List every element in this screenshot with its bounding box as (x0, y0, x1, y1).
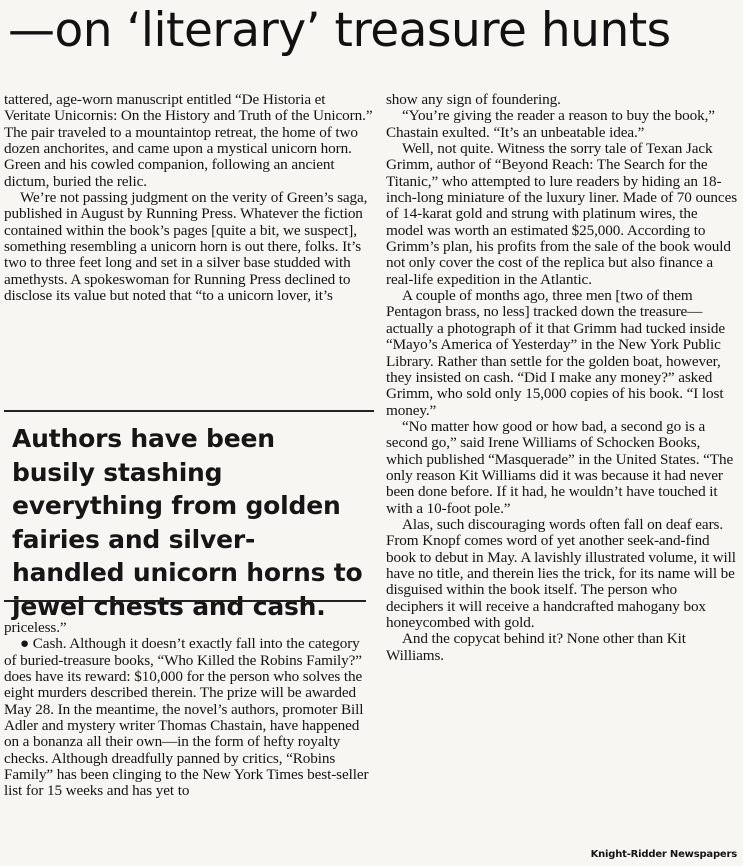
paragraph: And the copycat behind it? None other than Kit Williams. (386, 630, 686, 664)
left-column (4, 92, 374, 304)
paragraph: We’re not passing judgment on the verity of Green’s saga, published in August by Running Press. Whatever the fiction contained within the book’s pages [quite a bit, we suspect], something resembling a unicorn horn is out there, folks. It’s two to three feet long and set in a silver base studded with amethysts. A spokeswoman for Running Press declined to disclose its value but noted that “to a unicorn lover, it’s (4, 189, 368, 305)
left-column-lower (4, 620, 374, 800)
paragraph: ● Cash. Although it doesn’t exactly fall into the category of buried-treasure books, “Who Killed the Robins Family?” does have its reward: $10,000 for the person who solves the eight murders described therein. The prize will be awarded May 28. In the meantime, the novel’s authors, promoter Bill Adler and mystery writer Thomas Chastain, have happened on a bonanza all their own—in the form of hefty royalty checks. Although dreadfully panned by critics, “Robins Family” has been clinging to the New York Times best-seller list for 15 weeks and has yet to (4, 635, 369, 800)
paragraph: show any sign of foundering. (386, 91, 561, 108)
pull-quote-text: Authors have been busily stashing everything from golden fairies and silver-handled unicorn horns to jewel chests and cash. (12, 424, 363, 621)
right-column (386, 92, 738, 664)
pull-quote (4, 410, 374, 621)
paragraph: “No matter how good or how bad, a second go is a second go,” said Irene Williams of Schocken Books, which published “Masquerade” in the United States. “The only reason Kit Williams did it was because it had never been done before. If it had, he wouldn’t have touched it with a 10-foot pole.” (386, 417, 734, 517)
divider (4, 600, 366, 602)
paragraph: Well, not quite. Witness the sorry tale of Texan Jack Grimm, author of “Beyond Reach: The Search for the Titanic,” who attempted to lure readers by hiding an 18-inch-long miniature of the luxury liner. Made of 70 ounces of 14-karat gold and strung with platinum wires, the model was worth an estimated $25,000. According to Grimm’s plan, his profits from the sale of the book would not only cover the cost of the replica but also finance a real-life expedition in the Atlantic. (386, 140, 738, 288)
paragraph: A couple of months ago, three men [two of them Pentagon brass, no less] tracked down the treasure—actually a photograph of it that Grimm had tucked inside “Mayo’s America of Yesterday” in the New York Public Library. Rather than settle for the golden boat, however, they insisted on cash. “Did I make any money?” asked Grimm, who sold only 15,000 copies of his book. “I lost money.” (386, 287, 725, 419)
paragraph: “You’re giving the reader a reason to buy the book,” Chastain exulted. “It’s an unbeatable idea.” (386, 107, 715, 141)
paragraph: tattered, age-worn manuscript entitled “De Historia et Veritate Unicornis: On the History and Truth of the Unicorn.” The pair traveled to a mountaintop retreat, the home of two dozen anchorites, and came upon a mystical unicorn horn. Green and his cowled companion, following an ancient dictum, buried the relic. (4, 91, 373, 190)
byline-credit: Knight-Ridder Newspapers (590, 849, 737, 860)
paragraph: Alas, such discouraging words often fall on deaf ears. From Knopf comes word of yet another seek-and-find book to debut in May. A lavishly illustrated volume, it will have no title, and therein lies the trick, for its name will be disguised within the book itself. The person who deciphers it will receive a handcrafted mahogany box honeycombed with gold. (386, 515, 736, 631)
paragraph: priceless.” (4, 619, 67, 636)
headline: —on ‘literary’ treasure hunts (8, 3, 671, 58)
